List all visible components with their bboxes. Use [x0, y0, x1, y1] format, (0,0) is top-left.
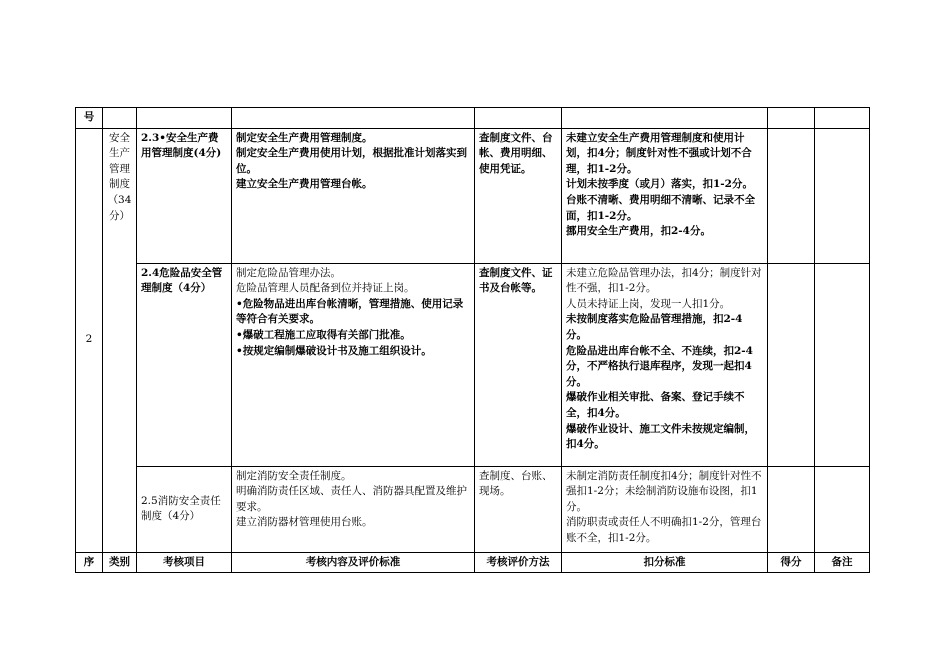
category-line: 安全 — [109, 131, 130, 144]
header-seq: 序 — [76, 552, 103, 573]
method-cell: 查制度文件、证书及台帐等。 — [475, 263, 562, 466]
header-note: 备注 — [815, 552, 870, 573]
content-cell — [232, 263, 475, 466]
header-method: 考核评价方法 — [475, 552, 562, 573]
content-line: 制定安全生产费用管理制度。 — [236, 131, 373, 144]
item-cell: 2.5消防安全责任制度（4分） — [137, 466, 232, 552]
assessment-table — [75, 107, 870, 573]
content-line: 明确消防责任区域、责任人、消防器具配置及维护要求。 — [236, 485, 467, 513]
category-line: 制度 — [109, 178, 130, 191]
header-item: 考核项目 — [137, 552, 232, 573]
deduct-line: 未制定消防责任制度扣4分；制度针对性不强扣1-2分；未绘制消防设施布设图，扣1分。 — [566, 469, 762, 513]
deduct-cell — [562, 263, 768, 466]
item-cell: 2.4危险品安全管理制度（4分） — [137, 263, 232, 466]
score-cell — [768, 128, 815, 263]
deduct-line: 爆破作业设计、施工文件未按规定编制，扣4分。 — [566, 422, 755, 451]
note-cell — [815, 263, 870, 466]
content-cell — [232, 128, 475, 263]
content-line: 制定危险品管理办法。 — [236, 266, 341, 279]
deduct-line: 台账不清晰、费用明细不清晰、记录不全面，扣1-2分。 — [566, 193, 755, 222]
header-deduct: 扣分标准 — [562, 552, 768, 573]
item-cell: 2.3•安全生产费用管理制度(4分) — [137, 128, 232, 263]
category-line: 分） — [109, 209, 130, 222]
note-cell — [815, 466, 870, 552]
header-content: 考核内容及评价标准 — [232, 552, 475, 573]
deduct-line: 人员未持证上岗，发现一人扣1分。 — [566, 297, 731, 310]
empty-cell — [475, 108, 562, 129]
deduct-line: 未建立安全生产费用管理制度和使用计划，扣4分；制度针对性不强或计划不合理，扣1-2分。 — [566, 131, 752, 175]
deduct-line: 未按制度落实危险品管理措施，扣2-4分。 — [566, 313, 743, 341]
method-cell: 查制度文件、台帐、费用明细、使用凭证。 — [475, 128, 562, 263]
seq-header-tail: 号 — [76, 108, 103, 129]
deduct-cell — [562, 466, 768, 552]
table-row — [76, 466, 870, 552]
content-line: 危险品管理人员配备到位并持证上岗。 — [236, 282, 415, 295]
deduct-line: 危险品进出库台帐不全、不连续，扣2-4分，不严格执行退库程序，发现一起扣4分。 — [566, 344, 753, 388]
header-category: 类别 — [103, 552, 137, 573]
content-line: •危险物品进出库台帐清晰，管理措施、使用记录等符合有关要求。 — [236, 297, 464, 326]
deduct-line: 消防职责或责任人不明确扣1-2分，管理台账不全，扣1-2分。 — [566, 516, 762, 544]
deduct-cell — [562, 128, 768, 263]
content-line: 建立安全生产费用管理台帐。 — [236, 178, 373, 191]
empty-cell — [137, 108, 232, 129]
empty-cell — [768, 108, 815, 129]
score-cell — [768, 263, 815, 466]
category-line: 生产 — [109, 147, 130, 160]
empty-cell — [562, 108, 768, 129]
category-line: 管理 — [109, 162, 130, 175]
deduct-line: 计划未按季度（或月）落实，扣1-2分。 — [566, 178, 753, 191]
score-cell — [768, 466, 815, 552]
top-header-row — [76, 108, 870, 129]
method-cell: 查制度、台账、现场。 — [475, 466, 562, 552]
empty-cell — [103, 108, 137, 129]
header-score: 得分 — [768, 552, 815, 573]
content-cell — [232, 466, 475, 552]
seq-cell: 2 — [76, 128, 103, 552]
empty-cell — [232, 108, 475, 129]
table-row — [76, 263, 870, 466]
empty-cell — [815, 108, 870, 129]
content-line: 建立消防器材管理使用台账。 — [236, 516, 373, 529]
note-cell — [815, 128, 870, 263]
deduct-line: 未建立危险品管理办法，扣4分；制度针对性不强，扣1-2分。 — [566, 266, 762, 295]
content-line: •按规定编制爆破设计书及施工组织设计。 — [236, 344, 432, 357]
content-line: •爆破工程施工应取得有关部门批准。 — [236, 328, 411, 341]
content-line: 制定消防安全责任制度。 — [236, 469, 352, 482]
content-line: 制定安全生产费用使用计划，根据批准计划落实到位。 — [236, 147, 467, 175]
category-cell — [103, 128, 137, 552]
deduct-line: 挪用安全生产费用，扣2-4分。 — [566, 225, 711, 238]
deduct-line: 爆破作业相关审批、备案、登记手续不全，扣4分。 — [566, 391, 745, 419]
column-header-row — [76, 552, 870, 573]
table-row — [76, 128, 870, 263]
category-line: （34 — [107, 193, 132, 206]
